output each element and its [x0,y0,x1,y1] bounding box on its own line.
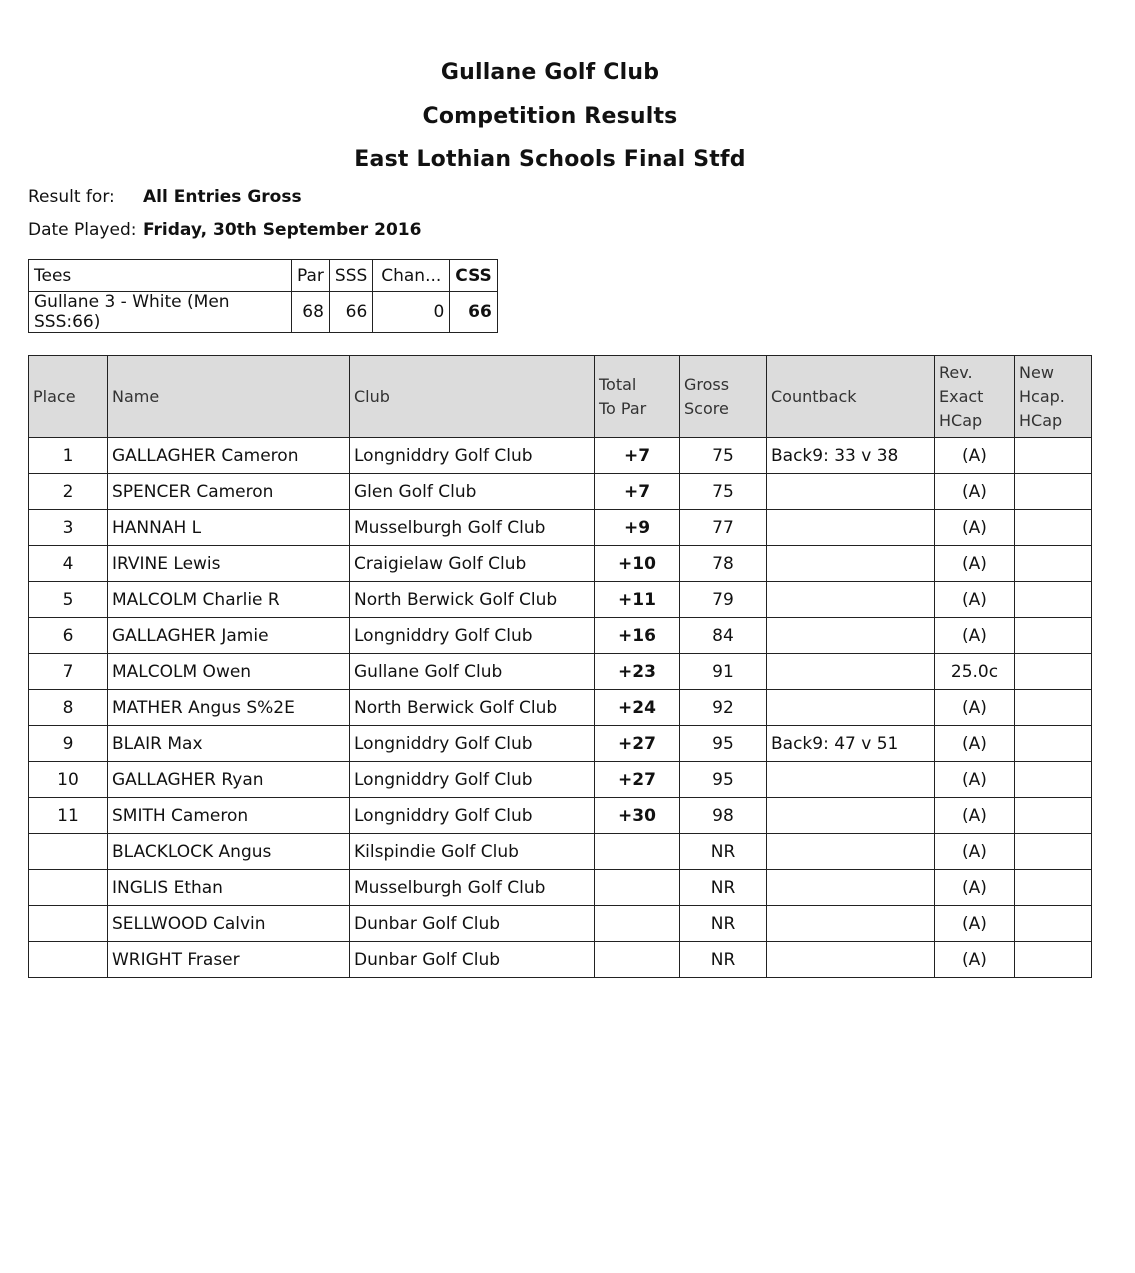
club-cell: Longniddry Golf Club [350,798,595,834]
place-cell: 11 [29,798,108,834]
player-name-cell: SELLWOOD Calvin [108,906,350,942]
new-hcap-cell [1015,690,1092,726]
result-for-value: All Entries Gross [143,187,302,207]
new-hcap-cell [1015,798,1092,834]
new-hcap-cell [1015,906,1092,942]
place-cell: 2 [29,474,108,510]
player-name-cell: BLAIR Max [108,726,350,762]
result-for-row [28,187,302,207]
gross-score-cell: 78 [680,546,767,582]
gross-score-cell: 75 [680,438,767,474]
new-hcap-cell [1015,510,1092,546]
page-title: Competition Results [422,104,678,129]
header-line: Rev. [939,362,973,382]
countback-cell [767,510,935,546]
new-hcap-cell [1015,546,1092,582]
sss-value: 66 [329,292,372,333]
player-name-cell: SMITH Cameron [108,798,350,834]
place-cell [29,834,108,870]
gross-score-cell: 75 [680,474,767,510]
total-to-par-cell: +16 [595,618,680,654]
table-row [29,618,1092,654]
header-line: Hcap. [1019,386,1065,406]
gross-score-cell: NR [680,942,767,978]
gross-score-header [680,356,767,438]
new-hcap-cell [1015,618,1092,654]
player-name-cell: MALCOLM Charlie R [108,582,350,618]
club-cell: Dunbar Golf Club [350,906,595,942]
table-row [29,726,1092,762]
player-name-cell: BLACKLOCK Angus [108,834,350,870]
table-row [29,834,1092,870]
changes-header: Chan... [373,260,450,292]
gross-score-cell: 77 [680,510,767,546]
total-to-par-header [595,356,680,438]
player-name-cell: GALLAGHER Jamie [108,618,350,654]
gross-score-cell: 91 [680,654,767,690]
club-cell: Longniddry Golf Club [350,726,595,762]
date-played-row [28,220,422,240]
new-hcap-cell [1015,762,1092,798]
name-header: Name [108,356,350,438]
total-to-par-cell [595,870,680,906]
css-value: 66 [450,292,498,333]
club-cell: Longniddry Golf Club [350,762,595,798]
total-to-par-cell: +27 [595,762,680,798]
rev-exact-hcap-cell: (A) [935,726,1015,762]
header-line: Gross [684,374,730,394]
player-name-cell: MATHER Angus S%2E [108,690,350,726]
gross-score-cell: 95 [680,762,767,798]
countback-cell: Back9: 33 v 38 [767,438,935,474]
header-line: Exact [939,386,984,406]
par-value: 68 [292,292,330,333]
gross-score-cell: 95 [680,726,767,762]
new-hcap-header [1015,356,1092,438]
css-header: CSS [450,260,498,292]
total-to-par-cell: +23 [595,654,680,690]
place-cell: 8 [29,690,108,726]
new-hcap-cell [1015,870,1092,906]
total-to-par-cell [595,942,680,978]
rev-exact-hcap-cell: (A) [935,906,1015,942]
table-row [29,690,1092,726]
gross-score-cell: 84 [680,618,767,654]
gross-score-cell: NR [680,906,767,942]
tee-name: Gullane 3 - White (Men SSS:66) [29,292,292,333]
changes-value: 0 [373,292,450,333]
header-line: HCap [939,410,983,430]
table-row [29,798,1092,834]
place-cell: 7 [29,654,108,690]
date-played-value: Friday, 30th September 2016 [143,220,422,240]
place-cell [29,942,108,978]
player-name-cell: GALLAGHER Cameron [108,438,350,474]
par-header: Par [292,260,330,292]
club-cell: Gullane Golf Club [350,654,595,690]
new-hcap-cell [1015,582,1092,618]
new-hcap-cell [1015,474,1092,510]
place-header: Place [29,356,108,438]
club-cell: North Berwick Golf Club [350,582,595,618]
table-row [29,942,1092,978]
place-cell: 10 [29,762,108,798]
countback-cell [767,582,935,618]
results-table [28,355,1092,978]
place-cell: 3 [29,510,108,546]
tees-header: Tees [29,260,292,292]
gross-score-cell: NR [680,870,767,906]
rev-exact-hcap-cell: (A) [935,474,1015,510]
new-hcap-cell [1015,654,1092,690]
rev-exact-hcap-cell: (A) [935,834,1015,870]
club-cell: Musselburgh Golf Club [350,870,595,906]
rev-exact-hcap-cell: (A) [935,942,1015,978]
tees-row [29,292,498,333]
gross-score-cell: 98 [680,798,767,834]
club-cell: Dunbar Golf Club [350,942,595,978]
table-row [29,438,1092,474]
player-name-cell: GALLAGHER Ryan [108,762,350,798]
countback-cell [767,834,935,870]
place-cell: 9 [29,726,108,762]
rev-exact-hcap-cell: (A) [935,546,1015,582]
rev-exact-hcap-cell: (A) [935,798,1015,834]
countback-cell [767,870,935,906]
new-hcap-cell [1015,942,1092,978]
results-header-row [29,356,1092,438]
table-row [29,546,1092,582]
tees-header-row [29,260,498,292]
date-played-label: Date Played: [28,220,137,240]
table-row [29,870,1092,906]
rev-exact-hcap-cell: (A) [935,762,1015,798]
countback-cell [767,942,935,978]
header-line: Score [684,398,729,418]
countback-cell [767,906,935,942]
total-to-par-cell: +7 [595,438,680,474]
club-cell: Musselburgh Golf Club [350,510,595,546]
table-row [29,474,1092,510]
club-title: Gullane Golf Club [440,60,660,85]
total-to-par-cell: +27 [595,726,680,762]
new-hcap-cell [1015,834,1092,870]
player-name-cell: WRIGHT Fraser [108,942,350,978]
rev-exact-hcap-cell: (A) [935,582,1015,618]
total-to-par-cell: +24 [595,690,680,726]
place-cell [29,870,108,906]
rev-exact-hcap-cell: (A) [935,870,1015,906]
club-cell: North Berwick Golf Club [350,690,595,726]
club-cell: Glen Golf Club [350,474,595,510]
club-cell: Kilspindie Golf Club [350,834,595,870]
total-to-par-cell: +30 [595,798,680,834]
rev-exact-hcap-cell: (A) [935,618,1015,654]
player-name-cell: SPENCER Cameron [108,474,350,510]
countback-cell [767,618,935,654]
player-name-cell: MALCOLM Owen [108,654,350,690]
countback-header: Countback [767,356,935,438]
rev-exact-hcap-cell: 25.0c [935,654,1015,690]
club-cell: Longniddry Golf Club [350,618,595,654]
countback-cell: Back9: 47 v 51 [767,726,935,762]
gross-score-cell: 79 [680,582,767,618]
tees-table [28,259,498,333]
header-line: HCap [1019,410,1063,430]
competition-title: East Lothian Schools Final Stfd [354,147,746,172]
place-cell: 5 [29,582,108,618]
new-hcap-cell [1015,438,1092,474]
place-cell: 4 [29,546,108,582]
gross-score-cell: NR [680,834,767,870]
countback-cell [767,762,935,798]
total-to-par-cell: +11 [595,582,680,618]
place-cell: 1 [29,438,108,474]
table-row [29,906,1092,942]
countback-cell [767,690,935,726]
new-hcap-cell [1015,726,1092,762]
gross-score-cell: 92 [680,690,767,726]
header-line: To Par [599,398,647,418]
table-row [29,510,1092,546]
rev-exact-hcap-cell: (A) [935,438,1015,474]
total-to-par-cell [595,834,680,870]
countback-cell [767,654,935,690]
player-name-cell: HANNAH L [108,510,350,546]
place-cell: 6 [29,618,108,654]
sss-header: SSS [329,260,372,292]
table-row [29,654,1092,690]
result-for-label: Result for: [28,187,115,207]
countback-cell [767,546,935,582]
results-body [29,438,1092,978]
player-name-cell: IRVINE Lewis [108,546,350,582]
player-name-cell: INGLIS Ethan [108,870,350,906]
total-to-par-cell: +10 [595,546,680,582]
rev-exact-hcap-header [935,356,1015,438]
place-cell [29,906,108,942]
header-line: New [1019,362,1054,382]
table-row [29,762,1092,798]
total-to-par-cell: +9 [595,510,680,546]
total-to-par-cell: +7 [595,474,680,510]
table-row [29,582,1092,618]
header-line: Total [599,374,637,394]
rev-exact-hcap-cell: (A) [935,510,1015,546]
countback-cell [767,474,935,510]
countback-cell [767,798,935,834]
rev-exact-hcap-cell: (A) [935,690,1015,726]
club-cell: Craigielaw Golf Club [350,546,595,582]
club-cell: Longniddry Golf Club [350,438,595,474]
club-header: Club [350,356,595,438]
total-to-par-cell [595,906,680,942]
